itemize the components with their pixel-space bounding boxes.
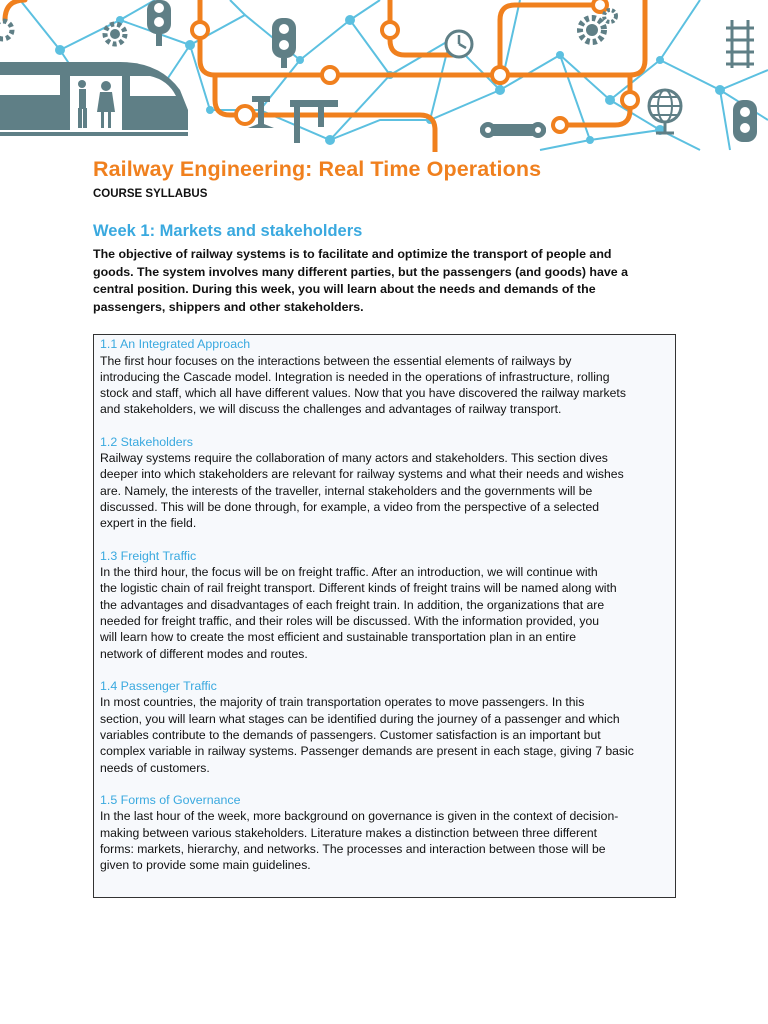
intro-line: goods. The system involves many different parties, but the passengers (and goods) have a	[93, 264, 628, 279]
network-illustration	[0, 0, 768, 152]
topic-line: expert in the field.	[100, 516, 197, 531]
gear-icon	[0, 21, 12, 39]
topic-line: In the last hour of the week, more background on governance is given in the context of decision-	[100, 809, 619, 824]
topics-box	[93, 334, 676, 898]
topic-line: Railway systems require the collaboration of many actors and stakeholders. This section dives	[100, 451, 608, 466]
intro-line: central position. During this week, you will learn about the needs and demands of the	[93, 282, 596, 297]
topic-line: discussed. This will be done through, for example, a video from the perspective of a selected	[100, 500, 600, 515]
topic-line: In the third hour, the focus will be on freight traffic. After an introduction, we will continue with	[100, 565, 598, 580]
topic-section	[100, 548, 669, 662]
topic-body	[100, 450, 669, 531]
topic-title: 1.5 Forms of Governance	[100, 792, 241, 807]
train-icon	[0, 62, 188, 136]
topic-section	[100, 434, 669, 532]
topic-body	[100, 353, 669, 418]
course-syllabus-label: COURSE SYLLABUS	[93, 188, 208, 200]
topic-line: are. Namely, the interests of the traveller, internal stakeholders and the governments will be	[100, 483, 593, 498]
topic-line: stock and staff, which all have different values. Now that you have discovered the railway markets	[100, 386, 626, 401]
topic-line: section, you will learn what stages can be identified during the journey of a passenger and which	[100, 711, 620, 726]
topic-line: complex variable in railway systems. Passenger demands are present in each stage, giving 7 basic	[100, 744, 634, 759]
topic-title: 1.2 Stakeholders	[100, 434, 193, 449]
topic-section	[100, 792, 669, 874]
topic-line: will learn how to create the most efficient and sustainable transportation plan in an entire	[100, 630, 577, 645]
page-title: Railway Engineering: Real Time Operations	[93, 157, 542, 181]
topic-line: variables contribute to the demands of passengers. Customer satisfaction is an important but	[100, 728, 601, 743]
topic-body	[100, 564, 669, 662]
topic-line: network of different modes and routes.	[100, 646, 308, 661]
header-banner	[0, 0, 768, 152]
topic-line: and stakeholders, we will discuss the challenges and advantages of railway transport.	[100, 402, 562, 417]
traffic-light-icon	[147, 0, 171, 46]
topic-section	[100, 336, 669, 418]
topic-body	[100, 808, 669, 873]
week-intro-paragraph	[93, 246, 683, 317]
traffic-light-icon	[272, 18, 296, 68]
topic-line: needs of customers.	[100, 760, 210, 775]
topic-line: the logistic chain of rail freight transport. Different kinds of freight trains will be named along with	[100, 581, 617, 596]
intro-line: passengers, shippers and other stakeholders.	[93, 300, 364, 315]
topic-line: In most countries, the majority of train transportation operates to move passengers. In this	[100, 695, 585, 710]
topic-section	[100, 678, 669, 776]
week-heading: Week 1: Markets and stakeholders	[93, 222, 363, 240]
gear-icon	[580, 10, 616, 42]
topic-line: making between various stakeholders. Literature makes a distinction between three different	[100, 825, 598, 840]
topic-line: forms: markets, hierarchy, and networks. The processes and interaction between those will be	[100, 842, 606, 857]
topic-title: 1.4 Passenger Traffic	[100, 678, 217, 693]
intro-line: The objective of railway systems is to facilitate and optimize the transport of people and	[93, 247, 612, 261]
topic-line: the advantages and disadvantages of each freight train. In addition, the organizations that are	[100, 597, 605, 612]
topic-line: given to provide some main guidelines.	[100, 858, 311, 873]
topic-line: deeper into which stakeholders are relevant for railway systems and what their needs and wishes	[100, 467, 624, 482]
topic-line: needed for freight traffic, and their roles will be discussed. With the information provided, you	[100, 614, 600, 629]
clock-icon	[446, 31, 472, 57]
topic-title: 1.3 Freight Traffic	[100, 548, 197, 563]
topic-line: The first hour focuses on the interactions between the essential elements of railways by	[100, 353, 572, 368]
track-icon	[726, 20, 754, 68]
bogie-icon	[480, 122, 546, 138]
topic-title: 1.1 An Integrated Approach	[100, 337, 251, 351]
topic-body	[100, 694, 669, 775]
topic-line: introducing the Cascade model. Integration is needed in the operations of infrastructure, rolling	[100, 369, 610, 384]
traffic-light-icon	[733, 100, 757, 142]
